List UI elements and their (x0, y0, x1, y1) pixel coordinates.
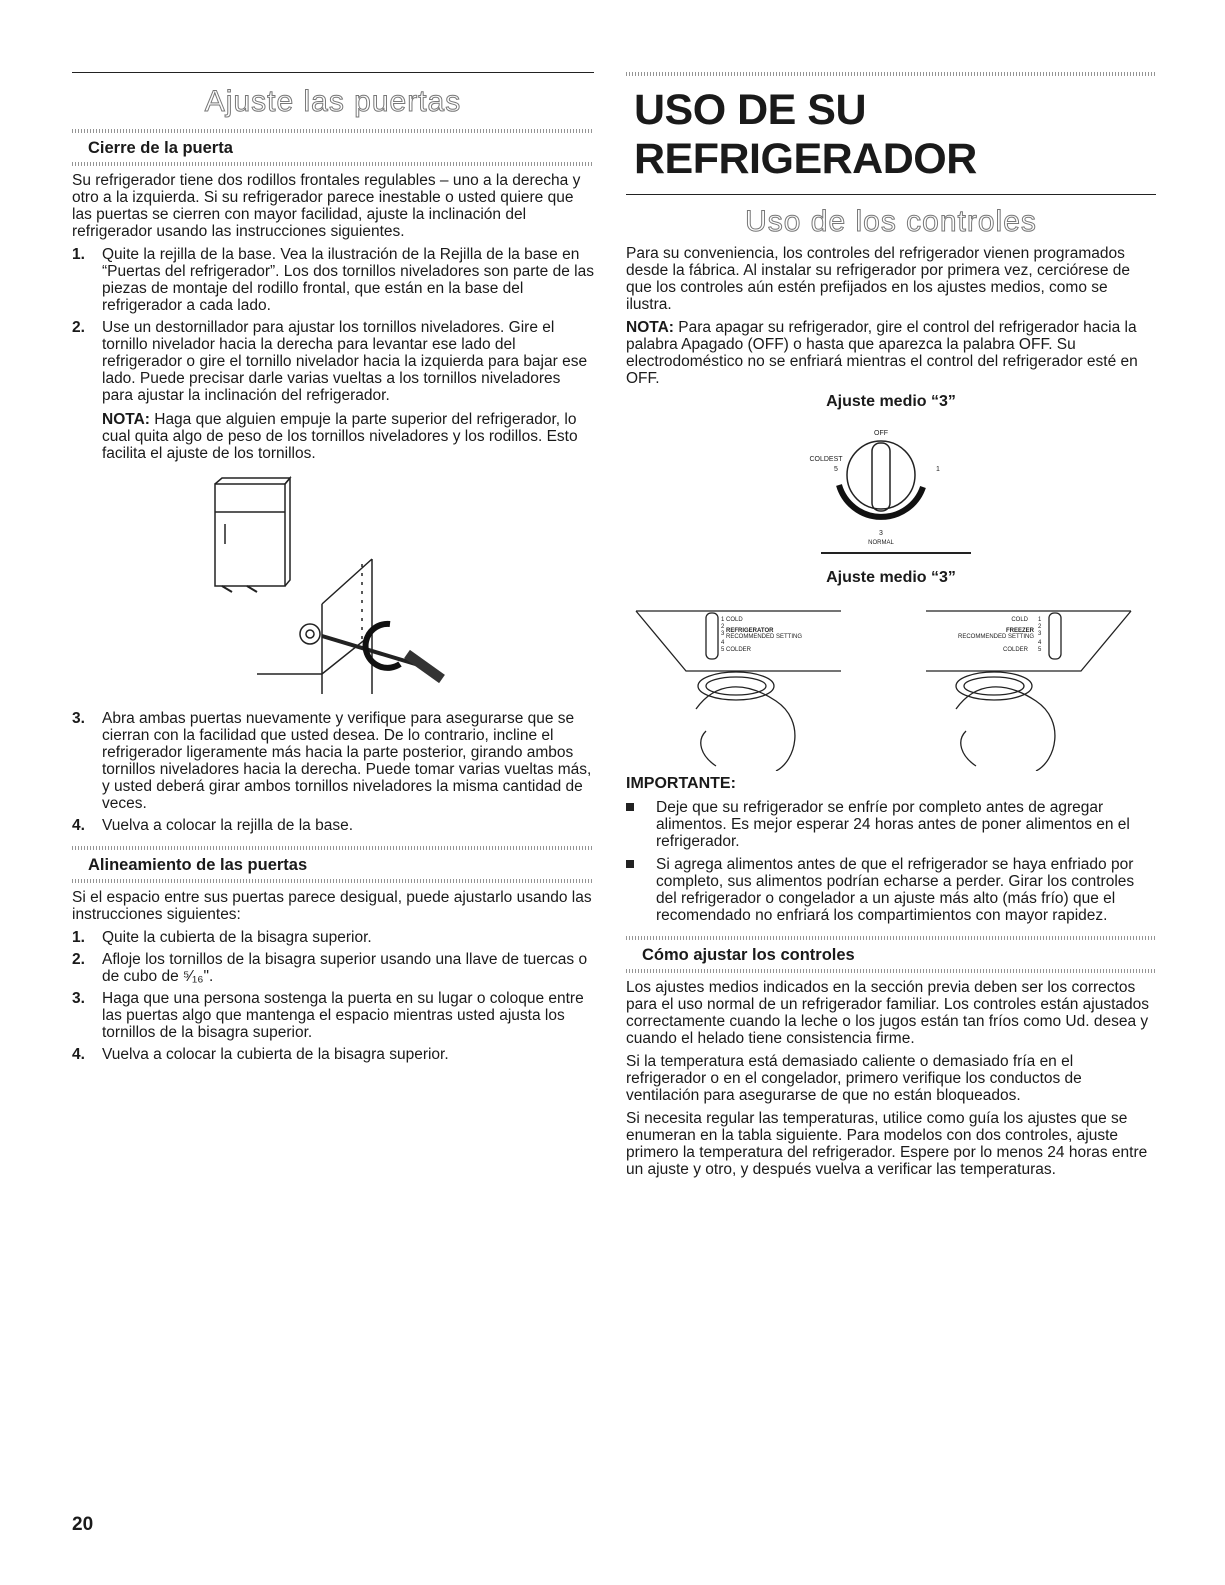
divider (72, 162, 594, 166)
heading-adjust-controls: Cómo ajustar los controles (642, 946, 855, 964)
fridge-n4: 4 (721, 640, 725, 646)
list-item (72, 929, 594, 946)
step-text: Haga que una persona sostenga la puerta en su lugar o coloque entre las puertas algo que mantenga el espacio mientras usted ajusta los tornillos de la bisagra superior. (102, 990, 584, 1041)
heading-door-closing: Cierre de la puerta (88, 139, 233, 157)
right-column (626, 72, 1156, 1178)
freezer-n2: 2 (1038, 624, 1042, 630)
dial-one-label: 1 (936, 466, 940, 473)
dial-arc (839, 485, 923, 517)
fridge-label: REFRIGERATOR (726, 628, 774, 634)
note-text: Para apagar su refrigerador, gire el control del refrigerador hacia la palabra Apagado (OFF) o hasta que aparezca la palabra OFF. Su electrodoméstico no se enfriará mientras el control del refrigerador esté en OFF. (626, 319, 1138, 387)
important-heading: IMPORTANTE: (626, 775, 736, 792)
freezer-control-slot (1049, 613, 1061, 659)
step-number: 3. (72, 990, 85, 1007)
fridge-cold-label: COLD (726, 617, 743, 623)
freezer-n4: 4 (1038, 640, 1042, 646)
section-title-controls: Uso de los controles (745, 205, 1037, 238)
freezer-n5: 5 (1038, 647, 1042, 653)
list-item (72, 246, 594, 314)
controls-intro: Para su conveniencia, los controles del refrigerador vienen programados desde la fábrica. Al instalar su refrigerador por primera vez, cerciórese de que los controles aún estén prefijados en los ajustes medios, como se ilustra. (626, 245, 1130, 313)
adjust-paragraph: Si necesita regular las temperaturas, utilice como guía los ajustes que se enumeran en la tabla siguiente. Para modelos con dos controles, ajuste primero la temperatura del refrigerador. Espere por lo menos 24 horas entre un ajuste y otro, y después vuelva a verificar las temperaturas. (626, 1110, 1148, 1178)
list-item (72, 951, 594, 985)
step-text: Use un destornillador para ajustar los tornillos niveladores. Gire el tornillo nivelador hacia la derecha para levantar ese lado del refrigerador o gire el tornillo nivelador hacia la izquierda para bajar ese lado. Puede precisar darle varias vueltas a los tornillos niveladores para ajustar la inclinación del refrigerador. (102, 319, 588, 404)
fridge-colder-label: COLDER (726, 647, 752, 653)
heading-door-alignment: Alineamiento de las puertas (88, 856, 308, 874)
freezer-label: FREEZER (1005, 628, 1034, 634)
step-number: 1. (72, 929, 85, 946)
door-closing-steps-continued (72, 710, 594, 834)
step-text: Vuelva a colocar la rejilla de la base. (102, 817, 354, 834)
top-rule (72, 72, 594, 73)
freezer-colder-label: COLDER (1002, 647, 1028, 653)
dial-off-label: OFF (874, 430, 888, 437)
freezer-cold-label: COLD (1011, 617, 1028, 623)
adjust-paragraph: Si la temperatura está demasiado caliente o demasiado fría en el refrigerador o en el congelador, primero verifique los conductos de ventilación para asegurarse de que no están bloqueados. (626, 1053, 1082, 1104)
roller (300, 624, 320, 644)
section-title-doors: Ajuste las puertas (204, 85, 462, 118)
page-title: USO DE SU REFRIGERADOR (634, 86, 977, 183)
dial-five-label: 5 (834, 466, 838, 473)
list-item (626, 856, 1156, 924)
freezer-knob (956, 672, 1032, 700)
list-item (72, 1046, 594, 1063)
dial-caption: Ajuste medio “3” (826, 393, 956, 410)
dial-grip (872, 443, 890, 511)
list-item (72, 319, 594, 404)
adjust-paragraph: Los ajustes medios indicados en la sección previa deben ser los correctos para el uso normal de un refrigerador familiar. Los controles están ajustados correctamente cuando la leche o los jugos están tan fríos como Ud. desea y cuando el helado tiene consistencia firme. (626, 979, 1149, 1047)
list-item (72, 990, 594, 1041)
divider (72, 846, 594, 850)
step-number: 4. (72, 1046, 85, 1063)
leveling-screw-illustration (72, 474, 594, 704)
left-column (72, 72, 594, 1063)
door-closing-intro: Su refrigerador tiene dos rodillos frontales regulables – uno a la derecha y otro a la izquierda. Si su refrigerador parece inestable o usted quiere que las puertas se cierren con mayor facilidad, ajuste la inclinación del refrigerador usando las instrucciones siguientes. (72, 172, 581, 240)
door-closing-steps (72, 246, 594, 404)
fridge-n3: 3 (721, 631, 725, 637)
rotate-arrow-icon (366, 624, 400, 668)
freezer-n1: 1 (1038, 617, 1042, 623)
step-number: 4. (72, 817, 85, 834)
divider (626, 72, 1156, 76)
note-text: Haga que alguien empuje la parte superior del refrigerador, lo cual quita algo de peso de los tornillos niveladores y los rodillos. Esto facilita el ajuste de los tornillos. (102, 411, 578, 462)
control-panel-illustration (626, 591, 1156, 771)
freezer-rec-label: RECOMMENDED SETTING (957, 634, 1034, 640)
door-closing-note (72, 411, 594, 462)
freezer-n3: 3 (1038, 631, 1042, 637)
page-number: 20 (72, 1514, 94, 1535)
step-text: Quite la cubierta de la bisagra superior. (102, 929, 372, 946)
fridge-rec-label: RECOMMENDED SETTING (726, 634, 803, 640)
dial-normal-label: NORMAL (868, 540, 894, 546)
divider (72, 129, 594, 133)
step-number: 3. (72, 710, 85, 727)
title-rule (626, 194, 1156, 195)
dial-three-label: 3 (879, 530, 883, 537)
step-number: 2. (72, 951, 85, 968)
dial-knob (847, 441, 915, 509)
bullet-icon (626, 803, 634, 811)
step-text: Afloje los tornillos de la bisagra superior usando una llave de tuercas o de cubo de ⁵⁄₁₆". (102, 951, 588, 985)
note-label: NOTA: (626, 319, 674, 336)
divider (626, 969, 1156, 973)
note-label: NOTA: (102, 411, 150, 428)
step-number: 1. (72, 246, 85, 263)
list-item (72, 817, 594, 834)
controls-note (626, 319, 1156, 387)
door-alignment-intro: Si el espacio entre sus puertas parece desigual, puede ajustarlo usando las instrucciones siguientes: (72, 889, 592, 923)
step-text: Vuelva a colocar la cubierta de la bisagra superior. (102, 1046, 449, 1063)
list-item (72, 710, 594, 812)
bracket-outline (322, 559, 372, 694)
step-text: Quite la rejilla de la base. Vea la ilustración de la Rejilla de la base en “Puertas del refrigerador”. Los dos tornillos niveladores son parte de las piezas de montaje del rodillo frontal, que están en la base del refrigerador a cada lado. (102, 246, 594, 314)
divider (72, 879, 594, 883)
bullet-text: Si agrega alimentos antes de que el refrigerador se haya enfriado por completo, sus alimentos podrían echarse a perder. Girar los controles del refrigerador o congelador a un ajuste más alto (más frío) que el recomendado no enfriará los compartimientos con mayor rapidez. (656, 856, 1135, 924)
important-list (626, 799, 1156, 924)
fridge-n2: 2 (721, 624, 725, 630)
door-alignment-steps (72, 929, 594, 1063)
fridge-n1: 1 (721, 617, 725, 623)
fridge-control-slot (706, 613, 718, 659)
fridge-n5: 5 (721, 647, 725, 653)
control-dial-illustration (626, 413, 1156, 563)
divider (626, 936, 1156, 940)
step-text: Abra ambas puertas nuevamente y verifique para asegurarse que se cierran con la facilidad que usted desea. De lo contrario, incline el refrigerador ligeramente más hacia la parte posterior, girando ambos tornillos niveladores hacia la derecha. Puede tomar varias vueltas más, y usted deberá girar ambos tornillos niveladores la misma cantidad de veces. (102, 710, 592, 812)
dial-coldest-label: COLDEST (809, 456, 843, 463)
panel-caption: Ajuste medio “3” (826, 569, 956, 586)
step-number: 2. (72, 319, 85, 336)
bullet-text: Deje que su refrigerador se enfríe por completo antes de agregar alimentos. Es mejor esperar 24 horas antes de poner alimentos en el refrigerador. (656, 799, 1130, 850)
bullet-icon (626, 860, 634, 868)
list-item (626, 799, 1156, 850)
panel-housing (636, 611, 1131, 671)
